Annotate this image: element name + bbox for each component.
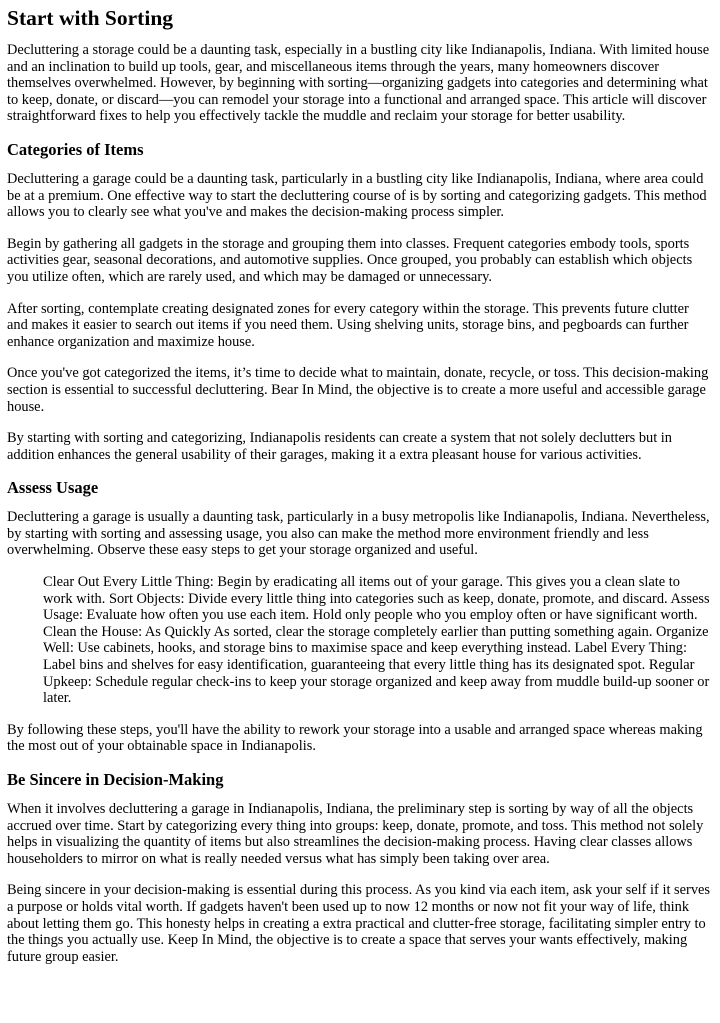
- paragraph: When it involves decluttering a garage in Indianapolis, Indiana, the preliminary step is sorting by way of all the objects accrued over time. Start by categorizing every thing into groups: keep, donate, promote, and toss. This method not solely helps in visualizing the quantity of items but also streamlines the decision-making process. Having clear classes allows householders to mirror on what is really needed versus what has simply been taking over area.: [7, 801, 704, 867]
- section-categories-of-items: [7, 140, 713, 463]
- section-assess-usage: [7, 478, 713, 755]
- section-heading: Categories of Items: [7, 139, 144, 159]
- section-be-sincere: [7, 770, 713, 965]
- article-title: Start with Sorting: [7, 6, 174, 30]
- paragraph: Begin by gathering all gadgets in the storage and grouping them into classes. Frequent categories embody tools, sports activities gear, seasonal decorations, and automotive supplies. Once grouped, you probably can establish which objects you utilize often, which are rarely used, and which may be damaged or unnecessary.: [7, 235, 693, 285]
- section-heading: Assess Usage: [7, 478, 99, 498]
- article: [0, 6, 720, 965]
- steps-quote: Clear Out Every Little Thing: Begin by eradicating all items out of your garage. This gives you a clean slate to work with. Sort Objects: Divide every little thing into categories such as keep, donate, promote, and discard. Assess Usage: Evaluate how often you use each item. Hold only people who you employ often or have significant worth. Clean the House: As Quickly As sorted, clear the storage completely earlier than putting something again. Organize Well: Use cabinets, hooks, and storage bins to maximise space and keep everything instead. Label Every Thing: Label bins and shelves for easy identification, guaranteeing that every little thing has its designated spot. Regular Upkeep: Schedule regular check-ins to keep your storage organized and keep away from muddle build-up sooner or later.: [43, 574, 710, 707]
- paragraph: By starting with sorting and categorizing, Indianapolis residents can create a system that not solely declutters but in addition enhances the general usability of their garages, making it a extra pleasant house for various activities.: [7, 430, 672, 463]
- paragraph: After sorting, contemplate creating designated zones for every category within the storage. This prevents future clutter and makes it easier to search out items if you need them. Using shelving units, storage bins, and pegboards can further enhance organization and maximize house.: [7, 300, 689, 350]
- intro-paragraph: Decluttering a storage could be a daunting task, especially in a bustling city like Indianapolis, Indiana. With limited house and an inclination to build up tools, gear, and miscellaneous items through the years, many homeowners discover themselves overwhelmed. However, by beginning with sorting—organizing gadgets into categories and determining what to keep, donate, or discard—you can remodel your storage into a functional and arranged space. This article will discover straightforward fixes to help you effectively tackle the muddle and reclaim your storage for better usability.: [7, 42, 710, 125]
- paragraph: Decluttering a garage could be a daunting task, particularly in a bustling city like Indianapolis, Indiana, where area could be at a premium. One effective way to start the decluttering course of is by sorting and categorizing gadgets. This method allows you to clearly see what you've and makes the decision-making process simpler.: [7, 170, 707, 221]
- section-heading: Be Sincere in Decision-Making: [7, 770, 224, 789]
- paragraph: Decluttering a garage is usually a daunting task, particularly in a busy metropolis like Indianapolis, Indiana. Nevertheless, by starting with sorting and assessing usage, you also can make the method more environment friendly and less overwhelming. Observe these easy steps to get your storage organized and useful.: [7, 509, 710, 559]
- paragraph: By following these steps, you'll have the ability to rework your storage into a usable and arranged space whereas making the most out of your obtainable space in Indianapolis.: [7, 721, 703, 755]
- paragraph: Being sincere in your decision-making is essential during this process. As you kind via each item, ask your self if it serves a purpose or holds vital worth. If gadgets haven't been used up to now 12 months or now not fit your way of life, think about letting them go. This honesty helps in creating a extra practical and clutter-free storage, facilitating simpler entry to the things you actually use. Keep In Mind, the objective is to create a space that serves your wants effectively, making future group easier.: [7, 882, 710, 965]
- paragraph: Once you've got categorized the items, it’s time to decide what to maintain, donate, recycle, or toss. This decision-making section is essential to successful decluttering. Bear In Mind, the objective is to create a more useful and accessible garage house.: [7, 365, 709, 415]
